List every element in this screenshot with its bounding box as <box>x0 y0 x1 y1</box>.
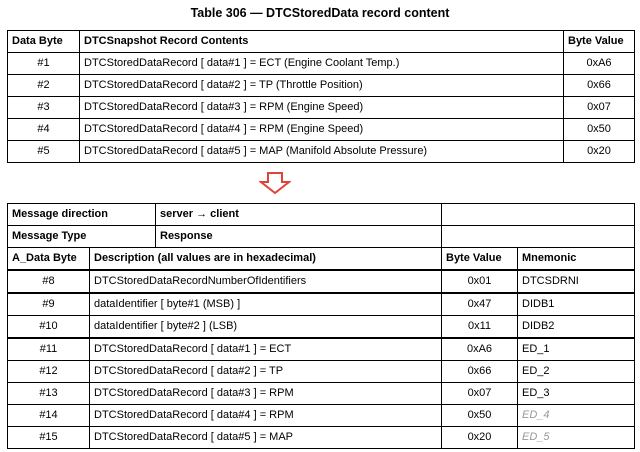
byte-value-cell: 0x66 <box>442 361 518 383</box>
byte-value-cell: 0x20 <box>564 141 635 163</box>
data-byte-cell: #3 <box>8 97 80 119</box>
table-row <box>8 293 635 316</box>
contents-cell: DTCStoredDataRecord [ data#4 ] = RPM (Engine Speed) <box>80 119 564 141</box>
data-byte-cell: #15 <box>8 427 90 449</box>
table-row <box>8 427 635 449</box>
table-row <box>8 119 635 141</box>
column-header: Byte Value <box>442 248 518 271</box>
description-cell: DTCStoredDataRecordNumberOfIdentifiers <box>90 270 442 293</box>
contents-cell: DTCStoredDataRecord [ data#1 ] = ECT (Engine Coolant Temp.) <box>80 53 564 75</box>
empty-cell <box>442 204 635 226</box>
column-header: Byte Value <box>564 31 635 53</box>
table-title: Table 306 — DTCStoredData record content <box>190 6 450 20</box>
contents-cell: DTCStoredDataRecord [ data#2 ] = TP (Throttle Position) <box>80 75 564 97</box>
data-byte-cell: #4 <box>8 119 80 141</box>
byte-value-cell: 0x50 <box>564 119 635 141</box>
table-row <box>8 316 635 339</box>
message-direction-value: server → client <box>160 208 239 220</box>
contents-cell: DTCStoredDataRecord [ data#3 ] = RPM (Engine Speed) <box>80 97 564 119</box>
table-row <box>8 383 635 405</box>
data-byte-cell: #10 <box>8 316 90 339</box>
message-direction-label: Message direction <box>8 204 156 225</box>
message-type-value: Response <box>160 230 213 242</box>
mnemonic-cell: ED_4 <box>518 405 635 427</box>
data-byte-cell: #9 <box>8 293 90 316</box>
byte-value-cell: 0x66 <box>564 75 635 97</box>
description-cell: DTCStoredDataRecord [ data#3 ] = RPM <box>90 383 442 405</box>
byte-value-cell: 0x01 <box>442 270 518 293</box>
table-header-row <box>8 248 635 271</box>
data-byte-cell: #1 <box>8 53 80 75</box>
column-header: Mnemonic <box>518 248 635 271</box>
down-arrow-icon <box>259 171 291 195</box>
description-cell: DTCStoredDataRecord [ data#2 ] = TP <box>90 361 442 383</box>
message-direction-cell <box>8 204 442 226</box>
table-row <box>8 405 635 427</box>
column-header: A_Data Byte <box>8 248 90 271</box>
byte-value-cell: 0x07 <box>564 97 635 119</box>
table-header-row <box>8 31 635 53</box>
data-byte-cell: #11 <box>8 338 90 361</box>
mnemonic-cell: ED_2 <box>518 361 635 383</box>
mnemonic-cell: ED_1 <box>518 338 635 361</box>
table-row <box>8 53 635 75</box>
table-row <box>8 75 635 97</box>
data-byte-cell: #14 <box>8 405 90 427</box>
byte-value-cell: 0x47 <box>442 293 518 316</box>
contents-cell: DTCStoredDataRecord [ data#5 ] = MAP (Manifold Absolute Pressure) <box>80 141 564 163</box>
message-type-label: Message Type <box>8 226 156 247</box>
data-byte-cell: #12 <box>8 361 90 383</box>
byte-value-cell: 0xA6 <box>564 53 635 75</box>
response-message-table <box>7 203 635 449</box>
mnemonic-cell: DIDB1 <box>518 293 635 316</box>
mnemonic-cell: DTCSDRNI <box>518 270 635 293</box>
empty-cell <box>442 226 635 248</box>
description-cell: dataIdentifier [ byte#2 ] (LSB) <box>90 316 442 339</box>
column-header: DTCSnapshot Record Contents <box>80 31 564 53</box>
byte-value-cell: 0xA6 <box>442 338 518 361</box>
table-row <box>8 97 635 119</box>
byte-value-cell: 0x11 <box>442 316 518 339</box>
table-row <box>8 141 635 163</box>
data-byte-cell: #5 <box>8 141 80 163</box>
table-row <box>8 338 635 361</box>
description-cell: DTCStoredDataRecord [ data#5 ] = MAP <box>90 427 442 449</box>
mnemonic-cell: ED_3 <box>518 383 635 405</box>
dtc-stored-data-table <box>7 30 635 163</box>
description-cell: DTCStoredDataRecord [ data#1 ] = ECT <box>90 338 442 361</box>
table-row <box>8 270 635 293</box>
message-direction-row <box>8 204 635 226</box>
table-row <box>8 361 635 383</box>
mnemonic-cell: DIDB2 <box>518 316 635 339</box>
description-cell: DTCStoredDataRecord [ data#4 ] = RPM <box>90 405 442 427</box>
byte-value-cell: 0x07 <box>442 383 518 405</box>
message-type-row <box>8 226 635 248</box>
byte-value-cell: 0x20 <box>442 427 518 449</box>
column-header: Data Byte <box>8 31 80 53</box>
data-byte-cell: #8 <box>8 270 90 293</box>
byte-value-cell: 0x50 <box>442 405 518 427</box>
mnemonic-cell: ED_5 <box>518 427 635 449</box>
column-header: Description (all values are in hexadecimal) <box>90 248 442 271</box>
data-byte-cell: #13 <box>8 383 90 405</box>
data-byte-cell: #2 <box>8 75 80 97</box>
message-type-cell <box>8 226 442 248</box>
description-cell: dataIdentifier [ byte#1 (MSB) ] <box>90 293 442 316</box>
